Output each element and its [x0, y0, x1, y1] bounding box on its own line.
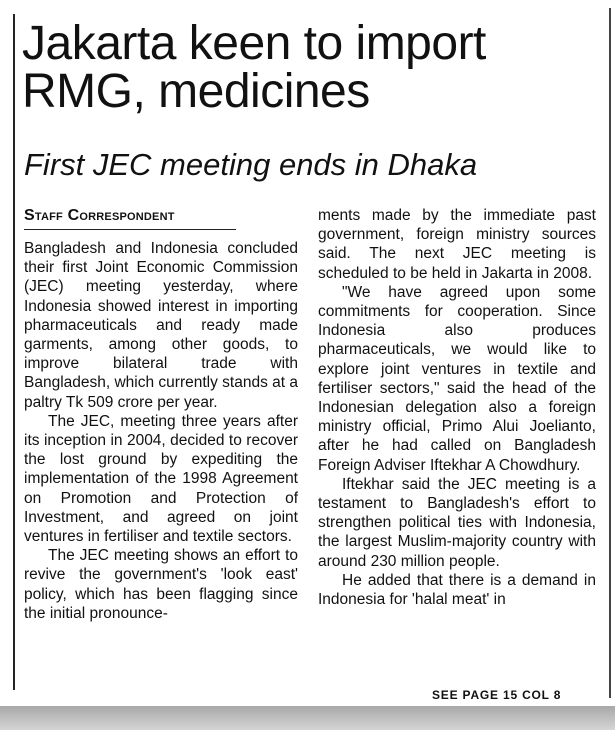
byline: Staff Correspondent — [24, 206, 236, 230]
paragraph: He added that there is a demand in Indonesia for 'halal meat' in — [318, 571, 596, 609]
paragraph: Bangladesh and Indonesia concluded their first Joint Economic Commission (JEC) meeting yesterday, where Indonesia showed interest in importing pharmaceuticals and ready made garments, among other goods, to improve bilateral trade with Bangladesh, which currently stands at a paltry Tk 509 crore per year. — [24, 240, 298, 411]
continuation-jump: SEE PAGE 15 COL 8 — [432, 688, 562, 702]
paragraph: "We have agreed upon some commitments for cooperation. Since Indonesia also produces pharmaceuticals, we would like to explore joint ventures in textile and fertiliser sectors," said the head of the Indonesian delegation also a foreign ministry official, Primo Alui Joelianto, after he had called on Bangladesh Foreign Adviser Iftekhar A Chowdhury. — [318, 283, 596, 474]
paragraph: The JEC, meeting three years after its inception in 2004, decided to recover the lost ground by expediting the implementation of the 1998 Agreement on Promotion and Protection of Investment, and agreed on joint ventures in fertiliser and textile sectors. — [24, 412, 298, 546]
page-bottom-strip — [0, 706, 615, 730]
article-headline: Jakarta keen to import RMG, medicines — [22, 17, 486, 118]
column-rule-right — [609, 8, 611, 698]
article-column-left — [24, 206, 298, 623]
paragraph: ments made by the immediate past government, foreign ministry sources said. The next JEC meeting is scheduled to be held in Jakarta in 2008. — [318, 207, 596, 282]
paragraph: Iftekhar said the JEC meeting is a testament to Bangladesh's effort to strengthen political ties with Indonesia, the largest Muslim-majority country with around 230 million people. — [318, 475, 596, 570]
article-subheadline: First JEC meeting ends in Dhaka — [24, 147, 478, 182]
column-rule-left — [13, 14, 15, 690]
paragraph: The JEC meeting shows an effort to revive the government's 'look east' policy, which has been flagging since the initial pronounce- — [24, 547, 298, 622]
article-column-right — [318, 206, 596, 609]
